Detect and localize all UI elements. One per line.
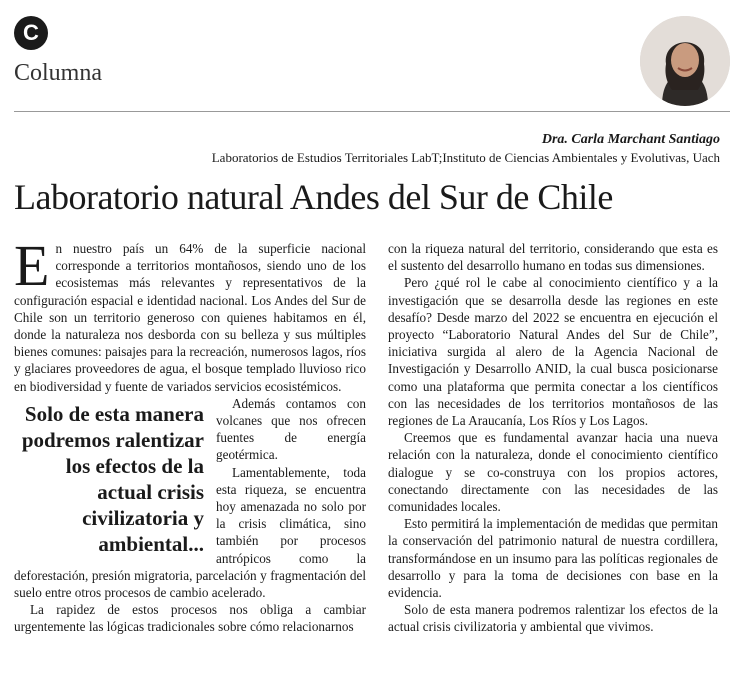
paragraph-9: Solo de esta manera podremos ralentizar los efectos de la actual crisis civilizatoria y ambiental que vivimos. bbox=[388, 602, 718, 635]
header-divider bbox=[14, 111, 730, 112]
author-portrait-icon bbox=[640, 16, 730, 106]
section-label: Columna bbox=[14, 60, 102, 86]
article-column-left bbox=[14, 233, 366, 636]
paragraph-8: Esto permitirá la implementación de medidas que permitan la conservación del patrimonio natural de nuestra cordillera, transformándose en un insumo para las políticas regionales de desarrollo y para la toma de decisiones con base en la evidencia. bbox=[388, 516, 718, 601]
author-photo bbox=[640, 16, 730, 106]
pullquote: Solo de esta manera podremos ralentizar los efectos de la actual crisis civilizatoria y ambiental... bbox=[21, 401, 204, 556]
author-name: Dra. Carla Marchant Santiago bbox=[541, 132, 720, 147]
paragraph-7: Creemos que es fundamental avanzar hacia una nueva relación con la naturaleza, donde el conocimiento científico dialogue y se co-construya con los propios actores, conectando directamente con las necesidades de las comunidades locales. bbox=[388, 430, 718, 515]
paragraph-1 bbox=[14, 233, 366, 395]
paragraph-5: con la riqueza natural del territorio, considerando que esta es el sustento del desarrollo humano en todas sus dimensiones. bbox=[388, 241, 718, 274]
paragraph-1-text: n nuestro país un 64% de la superficie nacional corresponde a territorios montañosos, siendo uno de los ecosistemas más relevantes y representativos de la configuración espacial e identidad nacional. Los Andes del Sur de Chile son un territorio generoso con quienes habitamos en él, donde la naturaleza nos desborda con su belleza y sus múltiples bienes comunes: paisajes para la recreación, numerosos lagos, ríos y glaciares proveedores de agua, el bosque templado lluvioso rico en biodiversidad y fuente de variados servicios ecosistémicos. bbox=[14, 241, 366, 394]
pullquote-box bbox=[14, 401, 204, 557]
author-affiliation: Laboratorios de Estudios Territoriales LabT;Instituto de Ciencias Ambientales y Evolutivas, Uach bbox=[211, 150, 720, 165]
paragraph-4: La rapidez de estos procesos nos obliga a cambiar urgentemente las lógicas tradicionales sobre cómo relacionarnos bbox=[14, 602, 366, 635]
column-badge-icon: C bbox=[14, 16, 48, 50]
paragraph-6: Pero ¿qué rol le cabe al conocimiento científico y a la investigación que se desarrolla desde las regiones en este desafío? Desde marzo del 2022 se encuentra en ejecución el proyecto “Laboratorio Natural Andes del Sur de Chile”, iniciativa surgida al alero de la Agencia Nacional de Investigación y Desarrollo ANID, la cual busca posicionarse como una plataforma que permita conectar a los científicos con las necesidades de los territorios montañosos de las regiones de La Araucanía, Los Ríos y Los Lagos. bbox=[388, 275, 718, 429]
paragraph-3: Lamentablemente, toda esta riqueza, se encuentra hoy amenazada no solo por la crisis climática, sino también por procesos antrópicos como la deforestación, presión migratoria, parcelación y fragmentación del suelo entre otros procesos de cambio acelerado. bbox=[14, 464, 366, 601]
paragraph-2: Además contamos con volcanes que nos ofrecen fuentes de energía geotérmica. bbox=[216, 395, 366, 463]
drop-cap: E bbox=[14, 233, 50, 298]
article-headline: Laboratorio natural Andes del Sur de Chile bbox=[14, 177, 613, 217]
article-column-right bbox=[388, 240, 718, 636]
